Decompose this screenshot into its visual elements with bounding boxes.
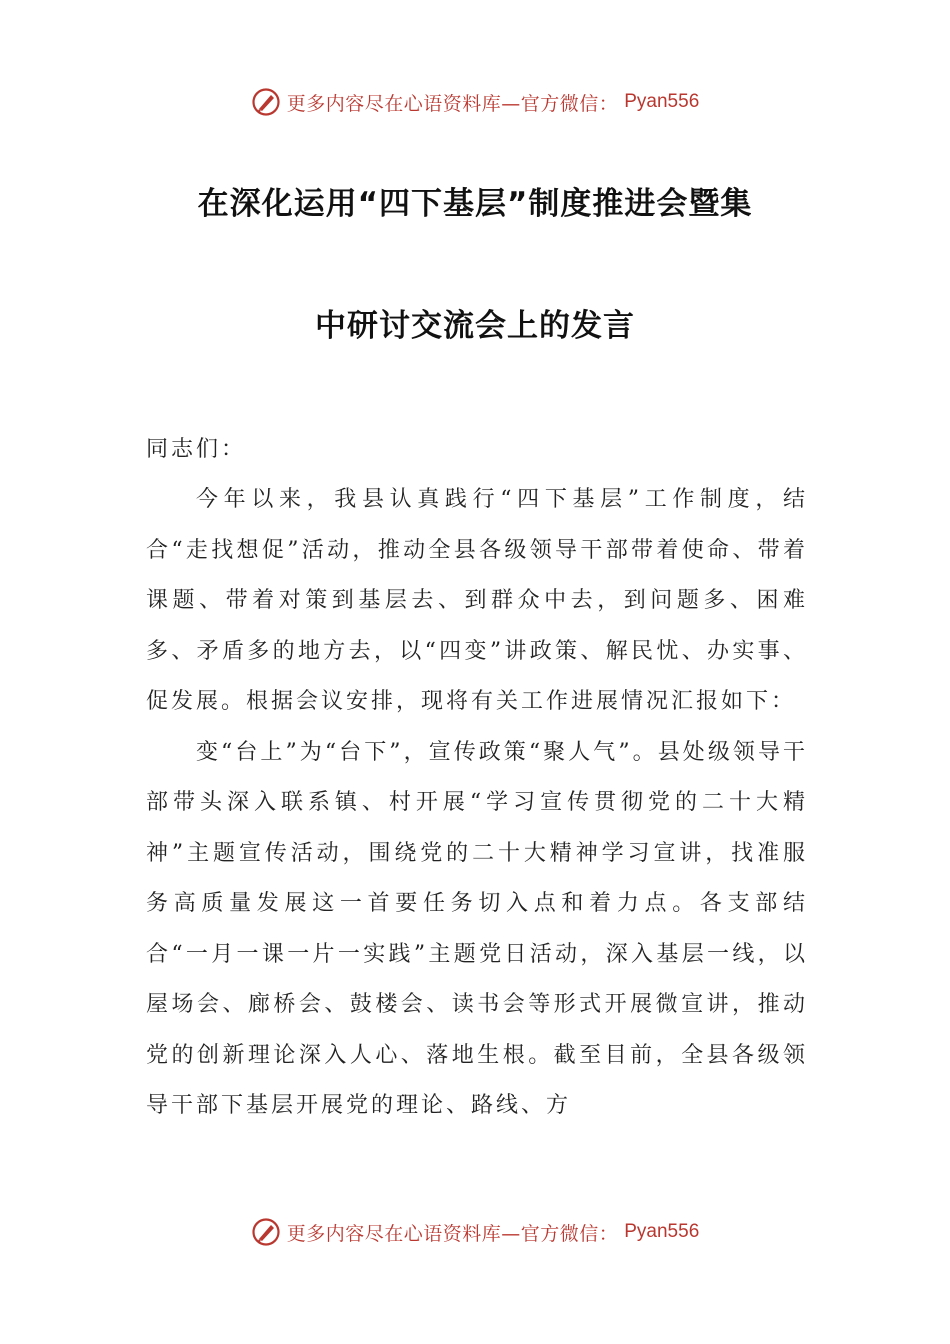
pen-logo-icon (251, 1217, 281, 1247)
footer-watermark-banner (0, 1212, 950, 1252)
salutation: 同志们： (146, 437, 247, 462)
document-title-line-1: 在深化运用“四下基层”制度推进会暨集 (197, 186, 753, 222)
banner-wechat-id: Pyan556 (624, 1221, 700, 1242)
document-title-line-2: 中研讨交流会上的发言 (315, 308, 635, 344)
banner-text: 更多内容尽在心语资料库—官方微信： (286, 1222, 619, 1245)
document-body (146, 475, 808, 1132)
pen-logo-icon (251, 87, 281, 117)
banner-wechat-id: Pyan556 (624, 91, 700, 112)
banner-text: 更多内容尽在心语资料库—官方微信： (286, 92, 619, 115)
paragraph: 变“台上”为“台下”，宣传政策“聚人气”。县处级领导干部带头深入联系镇、村开展“学习宣传贯彻党的二十大精神”主题宣传活动，围绕党的二十大精神学习宣讲，找准服务高质量发展这一首要任务切入点和着力点。各支部结合“一月一课一片一实践”主题党日活动，深入基层一线，以屋场会、廊桥会、鼓楼会、读书会等形式开展微宣讲，推动党的创新理论深入人心、落地生根。截至目前，全县各级领导干部下基层开展党的理论、路线、方 (146, 739, 808, 1118)
header-watermark-banner (0, 82, 950, 122)
paragraph: 今年以来，我县认真践行“四下基层”工作制度，结合“走找想促”活动，推动全县各级领导干部带着使命、带着课题、带着对策到基层去、到群众中去，到问题多、困难多、矛盾多的地方去，以“四变”讲政策、解民忧、办实事、促发展。根据会议安排，现将有关工作进展情况汇报如下： (146, 487, 808, 714)
